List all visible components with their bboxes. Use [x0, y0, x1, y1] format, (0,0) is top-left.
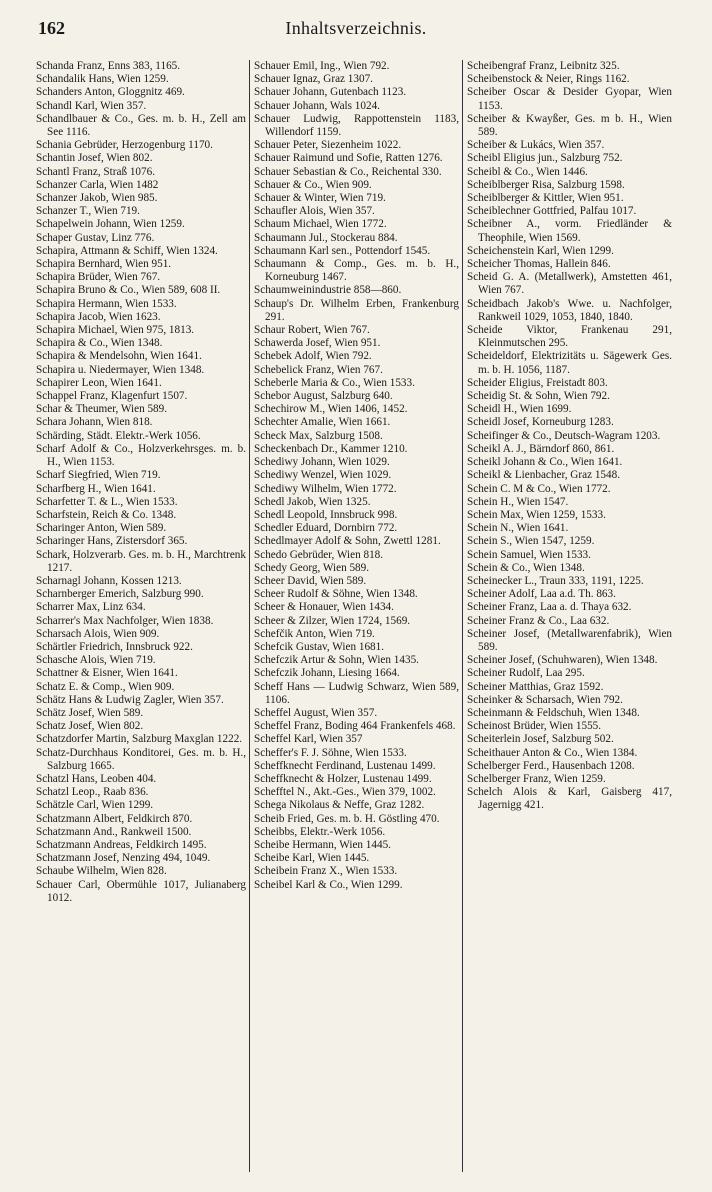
index-entry: Schatzl Leop., Raab 836.	[36, 786, 149, 799]
index-entry: Schechter Amalie, Wien 1661.	[254, 416, 391, 429]
index-entry: Schätz Hans & Ludwig Zagler, Wien 357.	[36, 693, 224, 706]
index-entry: Schapira Bernhard, Wien 951.	[36, 258, 172, 271]
index-entry: Schefczik Johann, Liesing 1664.	[254, 667, 400, 680]
index-entry: Scheifinger & Co., Deutsch-Wagram 1203.	[467, 429, 661, 442]
index-entry: Scheibenstock & Neier, Rings 1162.	[467, 73, 630, 86]
index-entry: Schapira Jacob, Wien 1623.	[36, 310, 161, 323]
index-entry: Scheikl Johann & Co., Wien 1641.	[467, 456, 623, 469]
index-entry: Schaum Michael, Wien 1772.	[254, 218, 387, 231]
index-entry: Scheck Max, Salzburg 1508.	[254, 429, 383, 442]
page-header	[0, 18, 712, 44]
index-entry: Scheideldorf, Elektrizitäts u. Sägewerk Ges. m. b. H. 1056, 1187.	[467, 350, 672, 376]
index-entry: Scheiber & Kwayßer, Ges. m b. H., Wien 589.	[467, 112, 672, 139]
index-entry: Scharnagl Johann, Kossen 1213.	[36, 574, 182, 587]
index-entry: Schatzmann Andreas, Feldkirch 1495.	[36, 838, 207, 851]
index-entry: Schatzdorfer Martin, Salzburg Maxglan 1222.	[36, 733, 243, 746]
index-entry: Scheiner Franz & Co., Laa 632.	[467, 614, 610, 627]
index-entry: Schätz Josef, Wien 589.	[36, 706, 144, 719]
index-entry: Scharf Adolf & Co., Holzverkehrsges. m. b. H., Wien 1153.	[36, 442, 246, 469]
index-entry: Scheibl Eligius jun., Salzburg 752.	[467, 152, 623, 165]
index-entry: Schefczik Artur & Sohn, Wien 1435.	[254, 654, 419, 667]
index-entry: Schein Samuel, Wien 1533.	[467, 548, 591, 561]
index-entry: Schatz-Durchhaus Konditorei, Ges. m. b. H., Salzburg 1665.	[36, 746, 246, 772]
index-entry: Scheer & Honauer, Wien 1434.	[254, 601, 394, 614]
index-entry: Schedy Georg, Wien 589.	[254, 561, 370, 574]
index-entry: Schaufler Alois, Wien 357.	[254, 205, 375, 218]
index-entry: Scheer David, Wien 589.	[254, 574, 367, 587]
index-entry: Scheckenbach Dr., Kammer 1210.	[254, 442, 408, 455]
index-entry: Scheibl & Co., Wien 1446.	[467, 165, 588, 178]
page-title: Inhaltsverzeichnis.	[285, 18, 427, 38]
index-entry: Schappel Franz, Klagenfurt 1507.	[36, 390, 188, 403]
index-entry: Scheithauer Anton & Co., Wien 1384.	[467, 746, 638, 759]
index-entry: Scheffknecht & Holzer, Lustenau 1499.	[254, 772, 432, 785]
index-entry: Schediwy Wilhelm, Wien 1772.	[254, 482, 397, 495]
index-entry: Schaumann Jul., Stockerau 884.	[254, 231, 398, 244]
index-entry: Schandl Karl, Wien 357.	[36, 99, 147, 112]
index-entry: Scheidig St. & Sohn, Wien 792.	[467, 390, 610, 403]
index-entry: Schar & Theumer, Wien 589.	[36, 403, 168, 416]
index-entry: Scheiner Rudolf, Laa 295.	[467, 667, 585, 680]
index-entry: Schatzmann Albert, Feldkirch 870.	[36, 812, 193, 825]
index-entry: Schedler Eduard, Dornbirn 772.	[254, 522, 398, 535]
index-entry: Schefčik Anton, Wien 719.	[254, 627, 375, 640]
index-entry: Schania Gebrüder, Herzogenburg 1170.	[36, 139, 213, 152]
index-entry: Schätzle Carl, Wien 1299.	[36, 799, 154, 812]
index-entry: Schara Johann, Wien 818.	[36, 416, 153, 429]
index-entry: Schechirow M., Wien 1406, 1452.	[254, 403, 408, 416]
index-entry: Scharinger Anton, Wien 589.	[36, 522, 167, 535]
index-entry: Scheinost Brüder, Wien 1555.	[467, 720, 602, 733]
index-entry: Scheibner A., vorm. Friedländer & Theophile, Wien 1569.	[467, 218, 672, 244]
index-entry: Scharrer Max, Linz 634.	[36, 601, 146, 614]
index-entry: Scheidbach Jakob's Wwe. u. Nachfolger, Rankweil 1029, 1053, 1840, 1840.	[467, 297, 672, 323]
index-entry: Schauer & Winter, Wien 719.	[254, 192, 386, 205]
index-entry: Schauer Peter, Siezenheim 1022.	[254, 139, 402, 152]
index-entry: Schein S., Wien 1547, 1259.	[467, 535, 595, 548]
index-entry: Schasche Alois, Wien 719.	[36, 654, 156, 667]
index-entry: Schatzmann And., Rankweil 1500.	[36, 825, 192, 838]
index-entry: Schelberger Franz, Wien 1259.	[467, 772, 606, 785]
index-column-3	[462, 60, 675, 1172]
index-entry: Schapira Michael, Wien 975, 1813.	[36, 324, 195, 337]
index-entry: Schapelwein Johann, Wien 1259.	[36, 218, 185, 231]
index-entry: Schebelick Franz, Wien 767.	[254, 363, 383, 376]
index-entry: Scharfetter T. & L., Wien 1533.	[36, 495, 178, 508]
index-entry: Schapira & Co., Wien 1348.	[36, 337, 163, 350]
index-entry: Scharfstein, Reich & Co. 1348.	[36, 508, 177, 521]
index-entry: Scheiner Josef, (Metallwarenfabrik), Wien 589.	[467, 627, 672, 653]
index-entry: Scheidl Josef, Korneuburg 1283.	[467, 416, 614, 429]
index-entry: Scheer Rudolf & Söhne, Wien 1348.	[254, 588, 418, 601]
index-entry: Schantl Franz, Straß 1076.	[36, 165, 156, 178]
index-entry: Schärding, Städt. Elektr.-Werk 1056.	[36, 429, 201, 442]
index-entry: Schatzmann Josef, Nenzing 494, 1049.	[36, 852, 211, 865]
index-entry: Scheinker & Scharsach, Wien 792.	[467, 693, 623, 706]
index-entry: Scheffel Karl, Wien 357	[254, 733, 363, 746]
index-entry: Schauer Ludwig, Rappottenstein 1183, Willendorf 1159.	[254, 112, 459, 139]
index-entry: Schapira Brüder, Wien 767.	[36, 271, 161, 284]
index-entry: Schedl Jakob, Wien 1325.	[254, 495, 371, 508]
index-entry: Scheff Hans — Ludwig Schwarz, Wien 589, 1106.	[254, 680, 459, 706]
index-entry: Scheiblberger & Kittler, Wien 951.	[467, 192, 624, 205]
index-entry: Schein C. M & Co., Wien 1772.	[467, 482, 611, 495]
index-entry: Scharfberg H., Wien 1641.	[36, 482, 156, 495]
index-entry: Schapirer Leon, Wien 1641.	[36, 376, 162, 389]
index-entry: Scheffknecht Ferdinand, Lustenau 1499.	[254, 759, 436, 772]
index-entry: Schauer Emil, Ing., Wien 792.	[254, 60, 390, 72]
index-entry: Scheide Viktor, Frankenau 291, Kleinmutschen 295.	[467, 324, 672, 350]
index-entry: Schediwy Wenzel, Wien 1029.	[254, 469, 392, 482]
index-entry: Schapira Hermann, Wien 1533.	[36, 297, 177, 310]
index-entry: Scheiner Adolf, Laa a.d. Th. 863.	[467, 588, 616, 601]
index-column-2	[249, 60, 462, 1172]
index-entry: Scheicher Thomas, Hallein 846.	[467, 258, 611, 271]
index-entry: Schatzl Hans, Leoben 404.	[36, 772, 157, 785]
index-entry: Scheikl & Lienbacher, Graz 1548.	[467, 469, 621, 482]
index-entry: Schaube Wilhelm, Wien 828.	[36, 865, 167, 878]
index-entry: Schantin Josef, Wien 802.	[36, 152, 153, 165]
index-entry: Schaper Gustav, Linz 776.	[36, 231, 155, 244]
index-entry: Scharnberger Emerich, Salzburg 990.	[36, 588, 204, 601]
index-entry: Schebor August, Salzburg 640.	[254, 390, 393, 403]
index-column-1	[36, 60, 249, 1172]
index-entry: Scheikl A. J., Bärndorf 860, 861.	[467, 442, 615, 455]
index-entry: Scheibel Karl & Co., Wien 1299.	[254, 878, 403, 891]
index-entry: Schein N., Wien 1641.	[467, 522, 569, 535]
index-entry: Scheid G. A. (Metallwerk), Amstetten 461, Wien 767.	[467, 271, 672, 297]
index-entry: Schandlbauer & Co., Ges. m. b. H., Zell am See 1116.	[36, 112, 246, 139]
index-entry: Schauer & Co., Wien 909.	[254, 178, 372, 191]
index-entry: Schanzer Jakob, Wien 985.	[36, 192, 158, 205]
index-entry: Schanda Franz, Enns 383, 1165.	[36, 60, 181, 72]
index-entry: Scheiblechner Gottfried, Palfau 1017.	[467, 205, 637, 218]
index-entry: Scheffel Franz, Boding 464 Frankenfels 468.	[254, 720, 456, 733]
index-entry: Schapira & Mendelsohn, Wien 1641.	[36, 350, 202, 363]
index-entry: Scheffel August, Wien 357.	[254, 706, 378, 719]
index-entry: Schelberger Ferd., Hausenbach 1208.	[467, 759, 635, 772]
index-entry: Scheiblberger Risa, Salzburg 1598.	[467, 178, 625, 191]
index-entry: Scheichenstein Karl, Wien 1299.	[467, 244, 614, 257]
index-entry: Schark, Holzverarb. Ges. m. b. H., Marchtrenk 1217.	[36, 548, 246, 574]
index-entry: Schaumweinindustrie 858—860.	[254, 284, 402, 297]
index-entry: Schauer Johann, Wals 1024.	[254, 99, 380, 112]
index-entry: Schatz Josef, Wien 802.	[36, 720, 144, 733]
index-entry: Schapira Bruno & Co., Wien 589, 608 II.	[36, 284, 221, 297]
index-entry: Scheer & Zilzer, Wien 1724, 1569.	[254, 614, 411, 627]
index-entry: Schauer Sebastian & Co., Reichental 330.	[254, 165, 442, 178]
index-entry: Scheffer's F. J. Söhne, Wien 1533.	[254, 746, 407, 759]
index-entry: Schaur Robert, Wien 767.	[254, 324, 370, 337]
index-entry: Scharinger Hans, Zistersdorf 365.	[36, 535, 188, 548]
index-entry: Schediwy Johann, Wien 1029.	[254, 456, 390, 469]
index-entry: Scheiner Matthias, Graz 1592.	[467, 680, 604, 693]
index-entry: Schatz E. & Comp., Wien 909.	[36, 680, 175, 693]
index-entry: Schärtler Friedrich, Innsbruck 922.	[36, 640, 193, 653]
index-entry: Schaup's Dr. Wilhelm Erben, Frankenburg 291.	[254, 297, 459, 323]
index-entry: Schanzer Carla, Wien 1482	[36, 178, 159, 191]
index-entry: Schefcik Gustav, Wien 1681.	[254, 640, 385, 653]
index-entry: Scheider Eligius, Freistadt 803.	[467, 376, 608, 389]
index-entry: Schandalik Hans, Wien 1259.	[36, 73, 169, 86]
index-entry: Schedl Leopold, Innsbruck 998.	[254, 508, 398, 521]
index-entry: Schebek Adolf, Wien 792.	[254, 350, 372, 363]
index-entry: Schein Max, Wien 1259, 1533.	[467, 508, 606, 521]
index-entry: Scharrer's Max Nachfolger, Wien 1838.	[36, 614, 214, 627]
index-entry: Schanzer T., Wien 719.	[36, 205, 140, 218]
index-entry: Schedlmayer Adolf & Sohn, Zwettl 1281.	[254, 535, 441, 548]
index-entry: Schapira, Attmann & Schiff, Wien 1324.	[36, 244, 218, 257]
index-entry: Schaumann & Comp., Ges. m. b. H., Korneuburg 1467.	[254, 258, 459, 284]
index-entry: Schauer Ignaz, Graz 1307.	[254, 73, 373, 86]
page-number: 162	[38, 18, 65, 38]
index-entry: Schapira u. Niedermayer, Wien 1348.	[36, 363, 205, 376]
index-entry: Scheidl H., Wien 1699.	[467, 403, 572, 416]
index-entry: Scheibengraf Franz, Leibnitz 325.	[467, 60, 620, 72]
index-entry: Scheibbs, Elektr.-Werk 1056.	[254, 825, 386, 838]
index-entry: Scheibe Hermann, Wien 1445.	[254, 838, 391, 851]
index-entry: Scheib Fried, Ges. m. b. H. Göstling 470.	[254, 812, 440, 825]
index-entry: Scheiber Oscar & Desider Gyopar, Wien 1153.	[467, 86, 672, 112]
index-entry: Scharsach Alois, Wien 909.	[36, 627, 160, 640]
index-entry: Schattner & Eisner, Wien 1641.	[36, 667, 178, 680]
index-entry: Scheberle Maria & Co., Wien 1533.	[254, 376, 415, 389]
index-columns	[36, 60, 676, 1172]
index-entry: Scheiber & Lukács, Wien 357.	[467, 139, 605, 152]
index-entry: Scheiner Josef, (Schuhwaren), Wien 1348.	[467, 654, 658, 667]
index-entry: Schawerda Josef, Wien 951.	[254, 337, 381, 350]
index-entry: Scheinmann & Feldschuh, Wien 1348.	[467, 706, 640, 719]
index-entry: Schaumann Karl sen., Pottendorf 1545.	[254, 244, 431, 257]
index-entry: Schauer Raimund und Sofie, Ratten 1276.	[254, 152, 443, 165]
index-entry: Schein H., Wien 1547.	[467, 495, 569, 508]
index-entry: Scheinecker L., Traun 333, 1191, 1225.	[467, 574, 644, 587]
index-entry: Schedo Gebrüder, Wien 818.	[254, 548, 384, 561]
index-entry: Schauer Carl, Obermühle 1017, Julianaberg 1012.	[36, 878, 246, 904]
index-entry: Schauer Johann, Gutenbach 1123.	[254, 86, 407, 99]
index-entry: Schefftel N., Akt.-Ges., Wien 379, 1002.	[254, 786, 436, 799]
index-entry: Scheiterlein Josef, Salzburg 502.	[467, 733, 614, 746]
index-entry: Scheibein Franz X., Wien 1533.	[254, 865, 398, 878]
index-entry: Schein & Co., Wien 1348.	[467, 561, 585, 574]
index-entry: Scheiner Franz, Laa a. d. Thaya 632.	[467, 601, 632, 614]
index-entry: Scharf Siegfried, Wien 719.	[36, 469, 161, 482]
index-entry: Schanders Anton, Gloggnitz 469.	[36, 86, 185, 99]
index-entry: Scheibe Karl, Wien 1445.	[254, 852, 370, 865]
index-entry: Schelch Alois & Karl, Gaisberg 417, Jagernigg 421.	[467, 786, 672, 812]
index-entry: Schega Nikolaus & Neffe, Graz 1282.	[254, 799, 425, 812]
